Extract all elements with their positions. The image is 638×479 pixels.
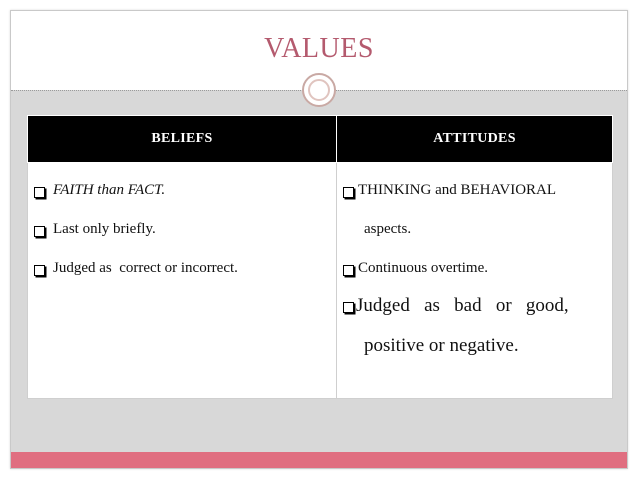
list-item	[34, 260, 330, 277]
beliefs-cell	[28, 163, 337, 399]
list-item	[343, 182, 606, 199]
attitude-text: Continuous overtime.	[358, 260, 488, 276]
circle-ornament-icon	[302, 73, 336, 107]
list-item	[34, 221, 330, 238]
checkbox-bullet-icon	[34, 265, 45, 276]
checkbox-bullet-icon	[343, 302, 354, 313]
checkbox-bullet-icon	[343, 187, 354, 198]
header-beliefs: BELIEFS	[28, 116, 337, 163]
belief-text: Judged as correct or incorrect.	[53, 260, 238, 276]
list-item	[34, 182, 330, 199]
attitude-text-cont: positive or negative.	[364, 335, 519, 356]
slide	[10, 10, 628, 469]
belief-text: Last only briefly.	[53, 221, 156, 237]
list-item	[343, 295, 606, 317]
attitudes-cell	[337, 163, 613, 399]
belief-text: FAITH than FACT.	[53, 182, 166, 198]
values-table	[27, 115, 613, 399]
checkbox-bullet-icon	[34, 187, 45, 198]
checkbox-bullet-icon	[34, 226, 45, 237]
table-header-row	[28, 116, 613, 163]
checkbox-bullet-icon	[343, 265, 354, 276]
slide-title: VALUES	[264, 33, 374, 64]
attitude-text: THINKING and BEHAVIORAL	[358, 182, 557, 198]
table-row	[28, 163, 613, 399]
attitude-text: Judged as bad or good,	[356, 295, 569, 316]
accent-bar	[11, 452, 627, 468]
header-attitudes: ATTITUDES	[337, 116, 613, 163]
attitude-text-cont: aspects.	[364, 221, 412, 237]
list-item	[343, 260, 606, 277]
